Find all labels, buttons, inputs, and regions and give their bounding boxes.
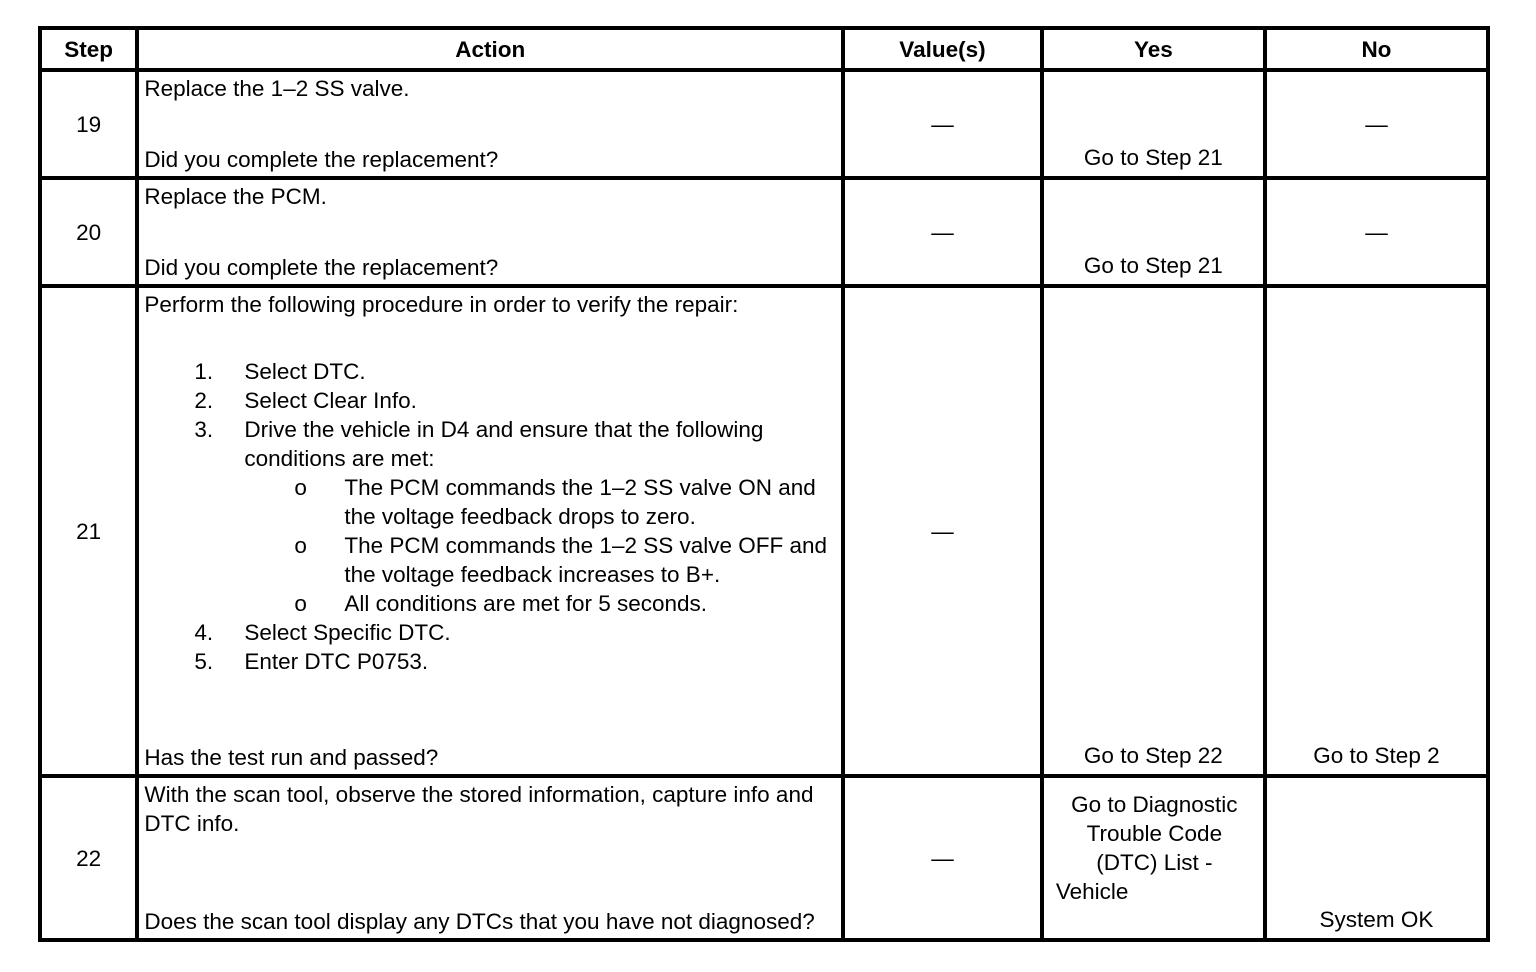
action-question: Does the scan tool display any DTCs that you have not diagnosed? [144,909,815,934]
action-intro: With the scan tool, observe the stored information, capture info and DTC info. [144,782,814,836]
table-row [40,70,1488,178]
bullet-icon: o [294,591,307,616]
table-row [40,286,1488,776]
no-cell: — [1265,70,1488,178]
condition-item [294,589,837,618]
yes-cell: Go to Step 21 [1042,70,1265,178]
procedure-list [144,357,837,676]
bullet-icon: o [294,475,307,500]
condition-text: All conditions are met for 5 seconds. [344,591,708,616]
yes-line: Vehicle [1055,879,1129,904]
list-text: Drive the vehicle in D4 and ensure that the following conditions are met: [244,417,764,471]
condition-text: The PCM commands the 1–2 SS valve OFF and the voltage feedback increases to B+. [344,533,828,587]
bullet-icon: o [294,533,307,558]
action-cell [137,286,843,776]
action-intro: Perform the following procedure in order to verify the repair: [144,292,739,317]
yes-line: (DTC) List - [1096,850,1213,875]
action-question: Has the test run and passed? [144,745,439,770]
list-text: Enter DTC P0753. [244,649,429,674]
list-text: Select DTC. [244,359,366,384]
list-number: 4. [194,620,214,645]
action-cell [137,178,843,286]
yes-cell [1042,776,1265,940]
header-values: Value(s) [843,28,1042,70]
action-question: Did you complete the replacement? [144,147,499,172]
no-cell: — [1265,178,1488,286]
list-item [144,415,837,618]
header-yes: Yes [1042,28,1265,70]
yes-line: Trouble Code [1086,821,1223,846]
table-row [40,178,1488,286]
diagnostic-steps-table [38,26,1490,942]
condition-text: The PCM commands the 1–2 SS valve ON and the voltage feedback drops to zero. [344,475,816,529]
yes-cell: Go to Step 21 [1042,178,1265,286]
table-header-row [40,28,1488,70]
list-text: Select Specific DTC. [244,620,451,645]
list-number: 2. [194,388,214,413]
yes-cell: Go to Step 22 [1042,286,1265,776]
action-intro: Replace the 1–2 SS valve. [144,76,410,101]
table-row [40,776,1488,940]
action-cell [137,776,843,940]
no-cell: System OK [1265,776,1488,940]
list-item [144,618,837,647]
yes-line: Go to Diagnostic [1071,792,1238,817]
action-cell [137,70,843,178]
conditions-list [244,473,837,618]
no-cell: Go to Step 2 [1265,286,1488,776]
value-cell: — [843,776,1042,940]
condition-item [294,531,837,589]
step-number: 20 [40,178,137,286]
step-number: 22 [40,776,137,940]
condition-item [294,473,837,531]
list-number: 1. [194,359,214,384]
list-item [144,357,837,386]
value-cell: — [843,286,1042,776]
action-intro: Replace the PCM. [144,184,327,209]
action-question: Did you complete the replacement? [144,255,499,280]
list-text: Select Clear Info. [244,388,417,413]
list-number: 5. [194,649,214,674]
header-step: Step [40,28,137,70]
header-action: Action [137,28,843,70]
header-no: No [1265,28,1488,70]
step-number: 21 [40,286,137,776]
value-cell: — [843,178,1042,286]
value-cell: — [843,70,1042,178]
list-number: 3. [194,417,214,442]
list-item [144,647,837,676]
list-item [144,386,837,415]
step-number: 19 [40,70,137,178]
